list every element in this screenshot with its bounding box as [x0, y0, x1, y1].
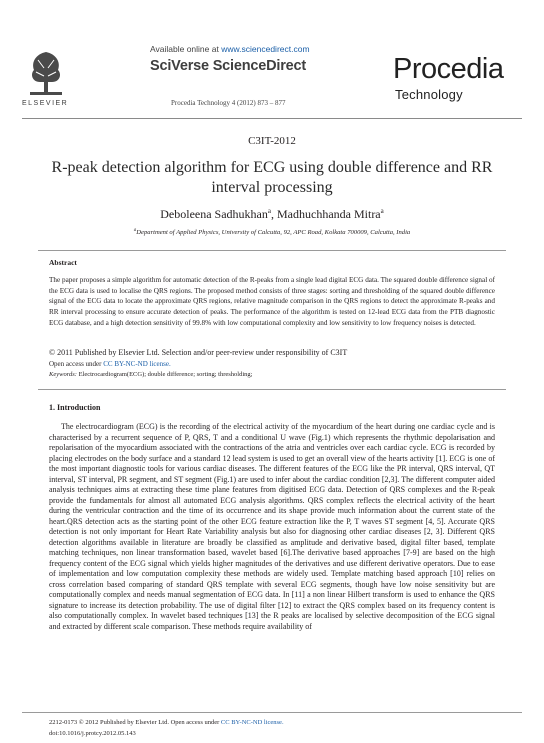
sciencedirect-link[interactable]: www.sciencedirect.com [221, 44, 310, 54]
footer-copyright-text: 2212-0173 © 2012 Published by Elsevier Ltd. Open access under [49, 719, 221, 726]
open-access-prefix: Open access under [49, 360, 104, 368]
available-prefix: Available online at [150, 44, 222, 54]
section-heading: 1. Introduction [49, 403, 101, 412]
author-separator: , [271, 207, 277, 221]
copyright-line: © 2011 Published by Elsevier Ltd. Selection and/or peer-review under responsibility of C3IT [49, 348, 348, 357]
author-affiliation-mark: a [380, 207, 384, 215]
abstract-heading: Abstract [49, 258, 77, 267]
elsevier-label: ELSEVIER [22, 100, 69, 107]
introduction-body [49, 422, 495, 632]
affiliation-mark: a [133, 228, 137, 233]
open-access-line [49, 360, 171, 368]
affiliation [0, 228, 544, 236]
available-online [150, 44, 310, 54]
elsevier-tree-logo [26, 46, 66, 98]
keywords-line [49, 371, 252, 378]
header-divider [22, 118, 522, 119]
footer-doi: doi:10.1016/j.protcy.2012.05.143 [49, 730, 136, 737]
introduction-paragraph: The electrocardiogram (ECG) is the recording of the electrical activity of the myocardium of the heart during one cardiac cycle and is characterised by a recurrent sequence of P, QRS, T and a conditional U wave (Fig.1) which represents the rhythmic depolarisation and repolarisation of the myocardium associated with the contractions of the atria and ventricles over each cardiac cycle. ECG is recorded by placing electrodes on the body surface and a standard 12 lead system is used to get an overall view of the hearts activity [1]. ECG is one of the most important diagnostic tools for various cardiac diseases. The different features of the ECG like the PR interval, QRS interval, QT interval, ST interval, PR segment, and ST segment (Fig.1) are used to infer about the cardiac condition [2,3]. The different computer aided analysis techniques aims at extracting these time plane features from digitised ECG data. Detection of QRS complexes and the R-peak provide the fundamentals for almost all automated ECG analysis algorithms. QRS complex reflects the electrical activity of the heart during the ventricular contraction and the time of its occurrence and its shape provide much information about the current state of the heart.QRS detection acts as the starting point of the other ECG feature extraction like the P, T waves ST segment [4, 5]. Accurate QRS detection is not only important for Heart Rate Variability analysis but also for diagnosing other cardiac diseases [2, 3]. Different QRS detection algorithms available in literature are broadly be classified as amplitude and derivative based, digital filter based, template matching techniques, non linear transformation based, wavelet based [6].The derivative based approaches [7-9] are based on the high frequency content of the ECG signal which yields higher magnitudes of the derivatives and use different derivative operators. Due to ease of implementation and low computation complexity these methods are widely used. Template matching based approach [10] relies on cross correlation based comparing of standard QRS template with several ECG segments, though have low noise sensitivity but are computationally complex and needs manual segmentation of ECG data. In [11] a non linear Hilbert transform is used to enhance the QRS signature to increase its detection probability. The use of digital filter [12] to extract the QRS complex based on its frequency content is also computationally complex. In wavelet based techniques [13] the R peaks are localised by selective decomposition of the ECG signal and extracted by different scale comparison. These methods require availability of [49, 422, 495, 631]
paper-title: R-peak detection algorithm for ECG using double difference and RR interval processing [51, 159, 493, 196]
affiliation-text: Department of Applied Physics, University of Calcutta, 92, APC Road, Kolkata 700009, Calcutta, India [136, 229, 411, 237]
license-link[interactable]: CC BY-NC-ND license. [103, 360, 171, 368]
author-name: Deboleena Sadhukhan [160, 207, 268, 221]
footer-divider [22, 712, 522, 713]
abstract-bottom-rule [38, 389, 506, 390]
procedia-logo: Procedia [393, 53, 504, 85]
authors [0, 207, 544, 222]
conference-label: C3IT-2012 [248, 135, 296, 147]
journal-citation: Procedia Technology 4 (2012) 873 – 877 [171, 99, 286, 107]
author-affiliation-mark: a [267, 207, 271, 215]
author-name: Madhuchhanda Mitra [277, 207, 381, 221]
footer-license-link[interactable]: CC BY-NC-ND license. [220, 719, 284, 726]
footer-copyright [49, 719, 284, 726]
keywords-text: Electrocardiogram(ECG); double difference; sorting; thresholding; [76, 371, 253, 378]
procedia-subtitle: Technology [395, 87, 463, 102]
keywords-label: Keywords: [49, 371, 77, 378]
sciverse-sciencedirect-logo: SciVerse ScienceDirect [150, 58, 307, 74]
abstract-text: The paper proposes a simple algorithm for automatic detection of the R-peaks from a single lead digital ECG data. The squared double difference signal of the ECG data is used to localise the QRS regions. The proposed method consists of three stages: sorting and thresholding of the squared double difference signal of the ECG data to locate the approximate QRS regions, relative magnitude comparison in the QRS regions to detect the approximate R-peaks and RR interval processing to ensure accurate detection of peaks. The performance of the algorithm is tested on 12-lead ECG data from the PTB diagnostic ECG database, and a high detection sensitivity of 99.8% with low computational complexity and low sensitivity to low frequency noises is detected. [49, 276, 495, 327]
abstract-top-rule [38, 250, 506, 251]
